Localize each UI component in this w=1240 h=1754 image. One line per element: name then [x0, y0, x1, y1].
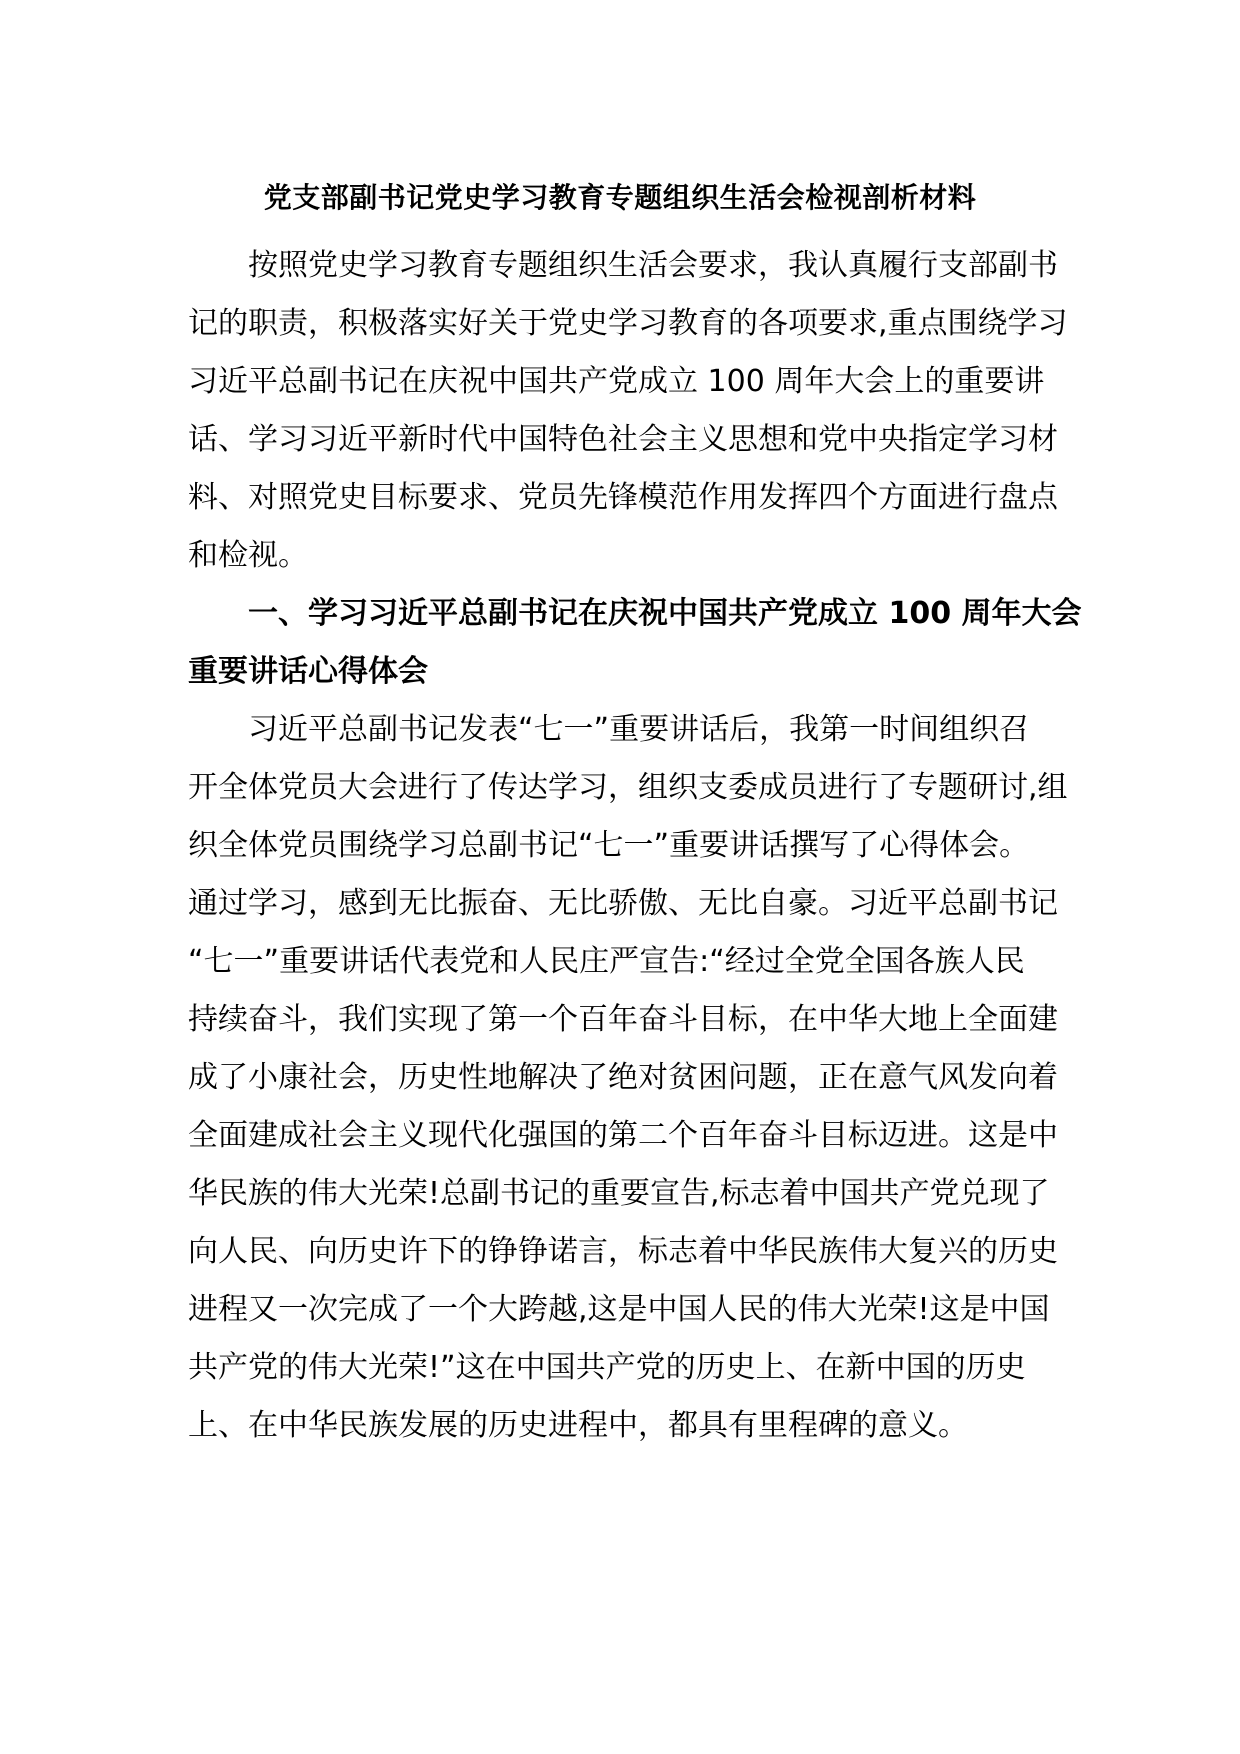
- body-line: 全面建成社会主义现代化强国的第二个百年奋斗目标迈进。这是中: [188, 1118, 1058, 1153]
- section-heading-line: 一、学习习近平总副书记在庆祝中国共产党成立 100 周年大会: [248, 596, 1082, 631]
- body-line: 习近平总副书记发表“七一”重要讲话后，我第一时间组织召: [248, 712, 1030, 747]
- body-line: “七一”重要讲话代表党和人民庄严宣告:“经过全党全国各族人民: [188, 944, 1025, 979]
- section-heading-line: 重要讲话心得体会: [188, 654, 428, 689]
- body-line: 进程又一次完成了一个大跨越,这是中国人民的伟大光荣!这是中国: [188, 1292, 1050, 1327]
- intro-line: 和检视。: [188, 538, 308, 573]
- body-line: 织全体党员围绕学习总副书记“七一”重要讲话撰写了心得体会。: [188, 828, 1030, 863]
- body-line: 通过学习，感到无比振奋、无比骄傲、无比自豪。习近平总副书记: [188, 886, 1058, 921]
- intro-line: 记的职责，积极落实好关于党史学习教育的各项要求,重点围绕学习: [188, 306, 1068, 341]
- body-line: 持续奋斗，我们实现了第一个百年奋斗目标，在中华大地上全面建: [188, 1002, 1058, 1037]
- body-line: 成了小康社会，历史性地解决了绝对贫困问题，正在意气风发向着: [188, 1060, 1058, 1095]
- body-line: 上、在中华民族发展的历史进程中，都具有里程碑的意义。: [188, 1408, 968, 1443]
- body-line: 开全体党员大会进行了传达学习，组织支委成员进行了专题研讨,组: [188, 770, 1068, 805]
- intro-line: 料、对照党史目标要求、党员先锋模范作用发挥四个方面进行盘点: [188, 480, 1058, 515]
- intro-line: 按照党史学习教育专题组织生活会要求，我认真履行支部副书: [248, 248, 1058, 283]
- intro-line: 习近平总副书记在庆祝中国共产党成立 100 周年大会上的重要讲: [188, 364, 1045, 399]
- body-line: 向人民、向历史许下的铮铮诺言，标志着中华民族伟大复兴的历史: [188, 1234, 1058, 1269]
- body-line: 华民族的伟大光荣!总副书记的重要宣告,标志着中国共产党兑现了: [188, 1176, 1050, 1211]
- document-title: 党支部副书记党史学习教育专题组织生活会检视剖析材料: [263, 181, 977, 214]
- intro-line: 话、学习习近平新时代中国特色社会主义思想和党中央指定学习材: [188, 422, 1058, 457]
- body-line: 共产党的伟大光荣!”这在中国共产党的历史上、在新中国的历史: [188, 1350, 1026, 1385]
